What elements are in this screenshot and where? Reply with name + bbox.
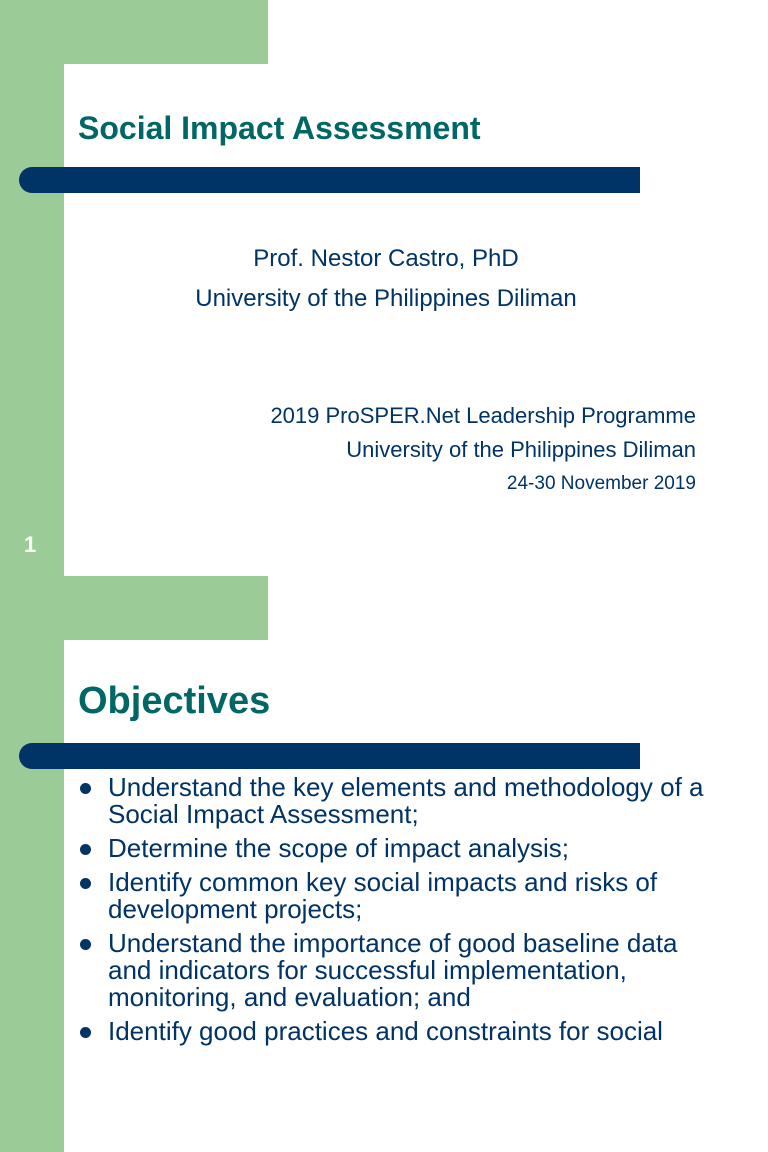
- title-divider-bar: [19, 743, 640, 769]
- list-item-text: Identify common key social impacts and risks of development projects;: [108, 867, 658, 924]
- bullet-icon: [80, 878, 91, 889]
- list-item: [78, 774, 718, 828]
- bullet-icon: [80, 844, 91, 855]
- presenter-affiliation: University of the Philippines Diliman: [195, 285, 577, 312]
- list-item: [78, 1018, 718, 1045]
- list-item-text: Understand the importance of good baseline data and indicators for successful implementation, monitoring, and evaluation; and: [108, 928, 678, 1012]
- list-item-text: Identify good practices and constraints for social: [108, 1016, 663, 1046]
- list-item: [78, 869, 718, 923]
- green-side-panel: [0, 576, 64, 1152]
- slide-number: 1: [24, 532, 37, 557]
- slide-title: Social Impact Assessment: [78, 110, 481, 146]
- bullet-icon: [80, 783, 91, 794]
- list-item-text: Determine the scope of impact analysis;: [108, 833, 569, 863]
- title-divider-bar: [19, 167, 640, 193]
- slide-title: Objectives: [78, 680, 271, 722]
- list-item: [78, 930, 718, 1011]
- presenter-name: Prof. Nestor Castro, PhD: [253, 245, 519, 272]
- bullet-icon: [80, 939, 91, 950]
- list-item-text: Understand the key elements and methodology of a Social Impact Assessment;: [108, 772, 704, 829]
- bullet-icon: [80, 1027, 91, 1038]
- event-venue: University of the Philippines Diliman: [346, 437, 696, 462]
- event-name: 2019 ProSPER.Net Leadership Programme: [270, 403, 696, 428]
- objectives-slide: [0, 576, 768, 1152]
- objectives-list: [78, 774, 718, 1052]
- event-dates: 24-30 November 2019: [506, 473, 696, 494]
- list-item: [78, 835, 718, 862]
- green-side-panel: [0, 0, 64, 576]
